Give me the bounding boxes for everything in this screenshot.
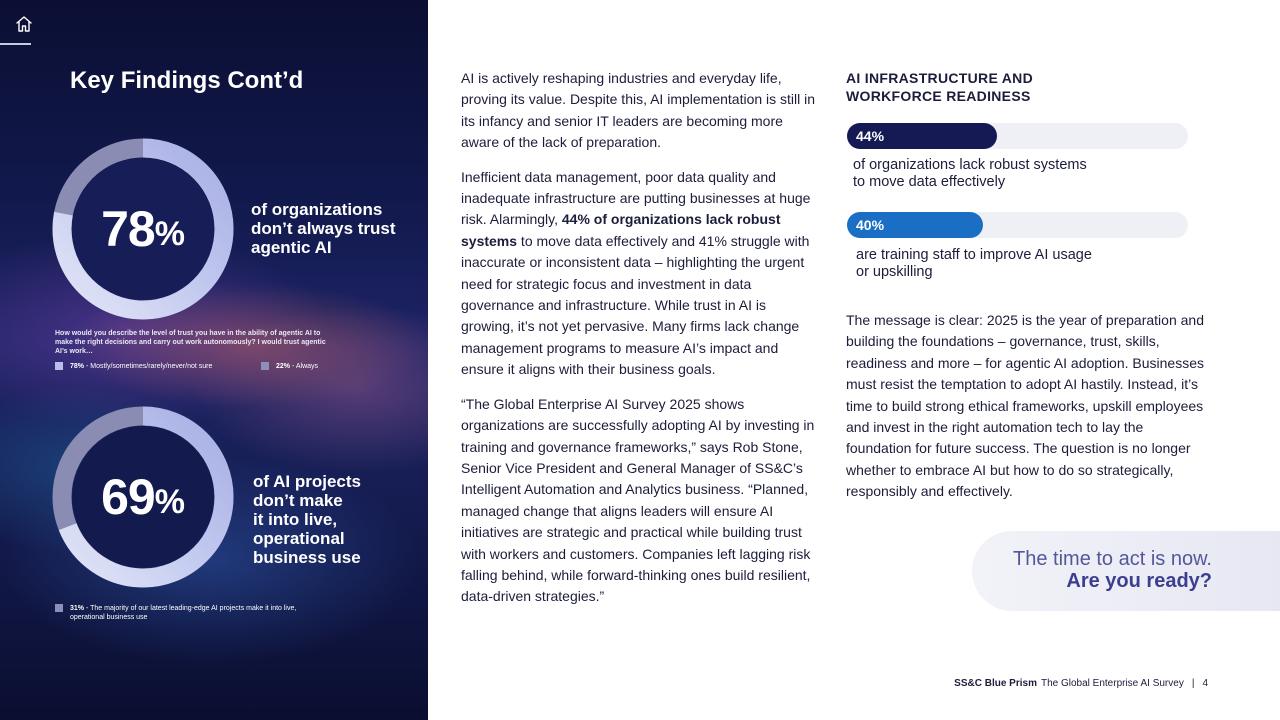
stat-line: of AI projects: [253, 472, 361, 491]
footer-separator: |: [1191, 678, 1195, 689]
stat-line: operational: [253, 529, 345, 548]
stat-number: 78: [101, 201, 155, 257]
progress-fill: 44%: [847, 123, 997, 149]
stat-line: don’t make: [253, 491, 343, 510]
page-footer: [954, 678, 1208, 689]
donut-chart-projects: [52, 406, 234, 588]
stat-percent-sign: %: [154, 214, 185, 253]
donut-value-label: [52, 406, 234, 588]
survey-question: How would you describe the level of trust you have in the ability of agentic AI to make the right decisions and carry out work autonomously? I would trust agentic AI’s work…: [55, 330, 326, 355]
legend-item: [261, 362, 318, 371]
legend-text: 31% - The majority of our latest leading-edge AI projects make it into live, operational business use: [70, 605, 297, 621]
cta-text: The time to act is now.: [1013, 548, 1212, 570]
legend-item: [55, 604, 300, 622]
call-to-action-banner: [972, 531, 1280, 611]
highlight-text: 44% of organizations lack robust systems: [461, 211, 781, 249]
stat-line: don’t always trust: [251, 219, 396, 238]
findings-panel: [0, 0, 428, 720]
page-number: 4: [1202, 678, 1208, 689]
progress-bar-training: [847, 212, 1188, 238]
stat-percent-sign: %: [154, 482, 185, 521]
legend-swatch: [55, 362, 63, 370]
stat-line: agentic AI: [251, 238, 332, 257]
section-heading: AI INFRASTRUCTURE AND WORKFORCE READINESS: [846, 70, 1033, 104]
body-paragraph: Inefficient data management, poor data quality and inadequate infrastructure are putting businesses at huge risk. Alarmingly, 44% of organizations lack robust systems to move data effectively and 41% struggle with inaccurate or inconsistent data – highlighting the urgent need for strategic focus and investment in data governance and infrastructure. While trust in AI is growing, it’s not yet pervasive. Many firms lack change management programs to measure AI’s impact and ensure it aligns with their business goals.: [461, 168, 811, 378]
stat-description: [251, 200, 396, 257]
bar-description: of organizations lack robust systems to move data effectively: [853, 157, 1087, 190]
body-text-column: [461, 68, 821, 621]
legend-text: 78% - Mostly/sometimes/rarely/never/not sure: [70, 363, 213, 370]
stat-description: [253, 472, 361, 567]
stat-line: business use: [253, 548, 361, 567]
footer-brand: SS&C Blue Prism: [954, 678, 1037, 689]
conclusion-paragraph: The message is clear: 2025 is the year of preparation and building the foundations – governance, trust, skills, readiness and more – for agentic AI adoption. Businesses must resist the temptation to adopt AI hastily. Instead, it’s time to build strong ethical frameworks, upskill employees and invest in the right automation tech to lay the foundation for future success. The question is no longer whether to embrace AI but how to do so strategically, responsibly and effectively.: [846, 312, 1204, 500]
legend-swatch: [55, 604, 63, 612]
home-icon[interactable]: [14, 14, 34, 34]
home-button[interactable]: [14, 14, 34, 34]
progress-bar-systems: [847, 123, 1188, 149]
progress-fill: 40%: [847, 212, 983, 238]
stat-line: it into live,: [253, 510, 338, 529]
donut-chart-trust: [52, 138, 234, 320]
cta-question: Are you ready?: [1066, 570, 1212, 592]
footer-publication: The Global Enterprise AI Survey: [1040, 678, 1184, 689]
stat-number: 69: [101, 469, 155, 525]
panel-title: Key Findings Cont’d: [70, 67, 304, 94]
bar-description: are training staff to improve AI usage or upskilling: [856, 247, 1092, 280]
legend-swatch: [261, 362, 269, 370]
quote-paragraph: “The Global Enterprise AI Survey 2025 shows organizations are successfully adopting AI by investing in training and governance frameworks,” says Rob Stone, Senior Vice President and General Manager of SS&C’s Intelligent Automation and Analytics business. “Planned, managed change that aligns leaders will ensure AI initiatives are strategic and practical while building trust with workers and customers. Companies left lagging risk falling behind, while forward-thinking ones build resilient, data-driven strategies.”: [461, 395, 815, 605]
legend-item: [55, 362, 212, 371]
home-underline: [0, 43, 31, 45]
stat-line: of organizations: [251, 200, 383, 219]
body-paragraph: AI is actively reshaping industries and everyday life, proving its value. Despite this, AI implementation is still in its infancy and senior IT leaders are becoming more aware of the lack of preparation.: [461, 70, 816, 151]
donut-value-label: [52, 138, 234, 320]
legend-text: 22% - Always: [276, 363, 319, 370]
